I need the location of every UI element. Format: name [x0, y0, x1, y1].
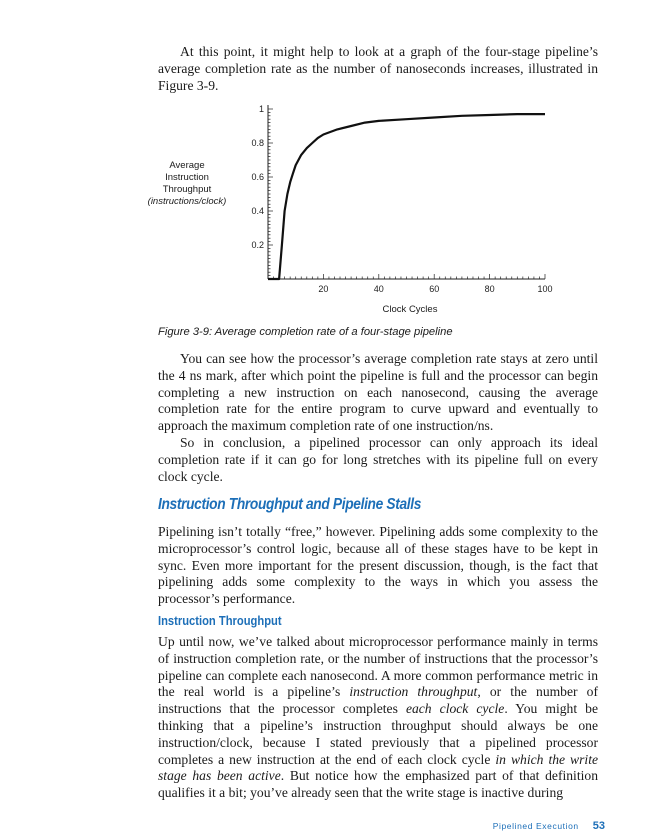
paragraph-text: Up until now, we’ve talked about microprocessor performance mainly in terms of instruction completion rate, or the number of instructions that the processor’s pipeline can complete each nanosecond. A more common performance metric in the real world is a pipeline’s — [158, 634, 598, 700]
figure-caption: Figure 3-9: Average completion rate of a four-stage pipeline — [158, 326, 453, 338]
y-label-line: Instruction — [165, 172, 209, 183]
paragraph-text: , or the number of instructions that the processor completes — [158, 684, 598, 717]
completion-rate-line — [268, 114, 545, 279]
page-number: 53 — [592, 820, 605, 832]
section-heading: Instruction Throughput and Pipeline Stalls — [158, 496, 422, 513]
chart-ticks — [268, 109, 545, 279]
chart-series — [268, 114, 545, 279]
chart-axes — [268, 105, 545, 279]
y-tick-label: 0.6 — [251, 172, 264, 182]
throughput-paragraph — [158, 634, 598, 802]
y-tick-label: 0.4 — [251, 206, 264, 216]
paragraph-text: . But notice how the emphasized part of that definition qualifies it a bit; you’ve already seen that the write stage is inactive during — [158, 768, 598, 801]
chart-x-axis-label: Clock Cycles — [382, 304, 438, 315]
body-paragraph: You can see how the processor’s average completion rate stays at zero until the 4 ns mark, after which point the pipeline is full and the processor can begin completing a new instruction on each nanosecond, causing the average completion rate for the entire program to curve upward and eventually to approach the maximum completion rate of one instruction/ns. — [158, 351, 598, 434]
x-tick-label: 20 — [318, 284, 329, 294]
chart-tick-labels — [251, 104, 552, 294]
x-tick-label: 60 — [429, 284, 440, 294]
y-label-line: Average — [169, 160, 205, 171]
body-paragraph: So in conclusion, a pipelined processor can only approach its ideal completion rate if it can go for long stretches with its pipeline full on every clock cycle. — [158, 435, 598, 484]
emphasized-term: in which the write stage has been active — [158, 751, 599, 784]
chart-y-axis-label — [142, 160, 232, 208]
figure-3-9-chart — [0, 0, 663, 330]
y-label-line: Throughput — [162, 184, 212, 195]
subsection-heading: Instruction Throughput — [158, 613, 282, 628]
y-label-line: (instructions/clock) — [147, 196, 227, 207]
emphasized-term: instruction throughput — [349, 684, 478, 700]
intro-paragraph: At this point, it might help to look at a graph of the four-stage pipeline’s average completion rate as the number of nanoseconds increases, illustrated in Figure 3-9. — [158, 44, 598, 93]
x-tick-label: 40 — [373, 284, 384, 294]
emphasized-term: each clock cycle — [405, 701, 505, 717]
page-footer — [493, 820, 605, 832]
x-tick-label: 100 — [537, 284, 553, 294]
y-tick-label: 1 — [258, 104, 264, 114]
footer-section-title: Pipelined Execution — [492, 821, 579, 831]
x-tick-label: 80 — [484, 284, 495, 294]
section-paragraph: Pipelining isn’t totally “free,” however. Pipelining adds some complexity to the microprocessor’s control logic, because all of these stages have to be kept in sync. Even more important for the present discussion, though, is the fact that pipelining adds some complexity to the ways in which you assess the processor’s performance. — [158, 524, 598, 607]
y-tick-label: 0.8 — [251, 138, 264, 148]
paragraph-text: . You might be thinking that a pipeline’s instruction throughput should always be one instruction/clock, because I stated previously that a pipelined processor completes a new instruction at the end of each clock cycle — [158, 701, 598, 767]
y-tick-label: 0.2 — [251, 240, 264, 250]
